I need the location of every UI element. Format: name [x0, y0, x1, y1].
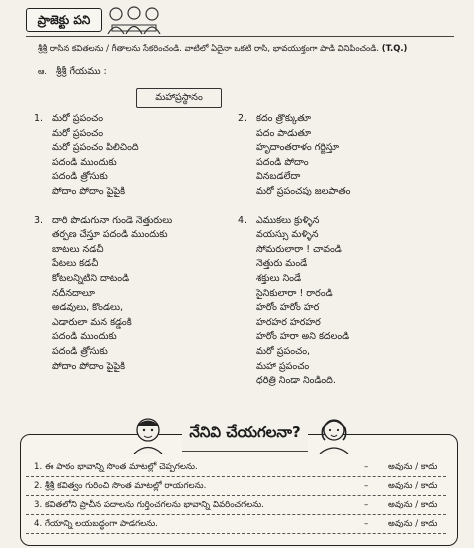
answer-divider — [26, 533, 446, 534]
poem-line: తర్పణ చేస్తూ పదండి ముందుకు — [52, 229, 168, 241]
yes-no-choice[interactable]: అవును / కాదు — [388, 481, 438, 491]
poem-line: సోమరులారా ! చావండి — [256, 243, 342, 255]
instruction-body: శ్రీశ్రీ రాసిన కవితలను / గీతాలను సేకరించండి. వాటిలో ఏదైనా ఒకటి రాసి, భావయుక్తంగా పాడి వినిపించండి. — [38, 43, 380, 53]
self-assessment-statement — [34, 481, 206, 493]
answer-divider — [26, 495, 446, 496]
poem-line: హరహర హరహర — [256, 316, 321, 328]
answer-divider — [26, 514, 446, 515]
poem-stanza — [238, 214, 446, 389]
poem-line: పదండి త్రోసుకు — [52, 345, 108, 357]
children-illustration-icon — [104, 4, 164, 36]
poem-stanza — [34, 112, 242, 200]
poem-line: మహా ప్రపంచం — [256, 360, 310, 372]
self-check-banner: నేనివి చేయగలనా? — [182, 415, 308, 452]
self-assessment-text: ఈ పాఠం భావాన్ని సొంత మాటల్లో చెప్పగలను. — [44, 462, 198, 472]
poem-line: నదీనదాలూ — [52, 287, 96, 299]
poem-line: పదండి ముందుకు — [52, 331, 117, 343]
poem-line: మరో ప్రపంచం పిలిచింది — [52, 142, 139, 154]
instruction-text — [38, 42, 458, 54]
self-assessment-text: శ్రీశ్రీ కవిత్వం గురించి సొంత మాటల్లో రాయగలను. — [44, 481, 207, 491]
poem-line: మరో ప్రపంచపు జలపాతం — [256, 185, 351, 197]
poem-line: హరోం హరోం హర — [256, 302, 320, 314]
stanza-number: 4. — [238, 214, 248, 226]
stanza-number: 2. — [238, 113, 248, 124]
answer-dash: – — [364, 481, 369, 491]
self-assessment-number: 4. — [34, 519, 43, 529]
self-assessment-text: గేయాన్ని లయబద్ధంగా పాడగలను. — [44, 519, 158, 529]
self-assessment-statement — [34, 519, 158, 531]
yes-no-choice[interactable]: అవును / కాదు — [388, 519, 438, 529]
poem-line: హృదాంతరాళం గర్జిస్తూ — [256, 142, 339, 154]
poem-line: వినబడలేదా — [256, 171, 301, 183]
poem-line: పోదాం పోదాం పైపైకి — [52, 185, 126, 197]
poem-line: హరోం హరా అని కదలండి — [256, 331, 350, 343]
poem-stanza — [238, 112, 446, 200]
self-assessment-statement — [34, 500, 264, 512]
answer-dash: – — [364, 500, 369, 510]
answer-dash: – — [364, 462, 369, 472]
stanza-number: 3. — [34, 214, 44, 226]
poem-line: శక్తులు నిండే — [256, 272, 302, 284]
yes-no-choice[interactable]: అవును / కాదు — [388, 462, 438, 472]
poem-column-left — [34, 112, 242, 374]
self-assessment-number: 2. — [34, 481, 43, 491]
poem-subheading — [38, 66, 107, 79]
poem-line: పదండి పోదాం — [256, 156, 309, 168]
poem-line: సైనికులారా ! రారండి — [256, 287, 333, 299]
poem-line: పేటలు కడచీ — [52, 258, 99, 270]
self-assessment-statement — [34, 462, 198, 474]
boy-illustration-icon — [124, 414, 172, 454]
poem-title: మహాప్రస్థానం — [136, 88, 222, 108]
poem-column-right — [238, 112, 446, 389]
poem-line: కదం త్రొక్కుతూ — [256, 113, 312, 124]
poem-line: పోదాం పోదాం పైపైకి — [52, 360, 126, 372]
poem-line: మరో ప్రపంచం — [52, 127, 104, 139]
poem-line: ధరిత్రి నిండా నిండింది. — [256, 375, 336, 387]
self-assessment-text: కవితలోని ప్రాచీన పదాలను గుర్తించగలను భావాన్ని వివరించగలను. — [44, 500, 264, 510]
tq-tag: (T.Q.) — [381, 43, 408, 53]
poem-line: అడవులు, కొండలు, — [52, 302, 124, 314]
self-assessment-number: 1. — [34, 462, 43, 472]
poem-stanza — [34, 214, 242, 375]
poem-line: మరో ప్రపంచం, — [256, 345, 311, 357]
poem-line: పదండి త్రోసుకు — [52, 171, 108, 183]
poem-line: మరో ప్రపంచం — [52, 113, 104, 124]
poem-line: ఎడారులా మన కడ్డంకి — [52, 316, 132, 328]
poem-line: పదం పాడుతూ — [256, 127, 312, 139]
girl-illustration-icon — [312, 414, 356, 454]
answer-dash: – — [364, 519, 369, 529]
subheading-text: శ్రీశ్రీ గేయము : — [55, 66, 107, 77]
poem-line: నెత్తురు మండే — [256, 258, 308, 270]
poem-line: బాటలు నడచీ — [52, 243, 104, 255]
project-label: ప్రాజెక్టు పని — [26, 8, 102, 32]
self-assessment-number: 3. — [34, 500, 43, 510]
poem-line: పదండి ముందుకు — [52, 156, 117, 168]
poem-line: ఎముకలు క్రుళ్ళిన — [256, 214, 320, 226]
header-divider — [26, 36, 454, 37]
poem-line: కోటలన్నిటిని దాటండి — [52, 272, 130, 284]
answer-divider — [26, 476, 446, 477]
poem-line: వయస్సు మళ్ళిన — [256, 229, 319, 241]
yes-no-choice[interactable]: అవును / కాదు — [388, 500, 438, 510]
stanza-number: 1. — [34, 113, 44, 124]
subheading-marker: ఆ. — [38, 67, 47, 76]
poem-line: దారి పొడుగునా గుండె నెత్తురులు — [52, 214, 173, 226]
